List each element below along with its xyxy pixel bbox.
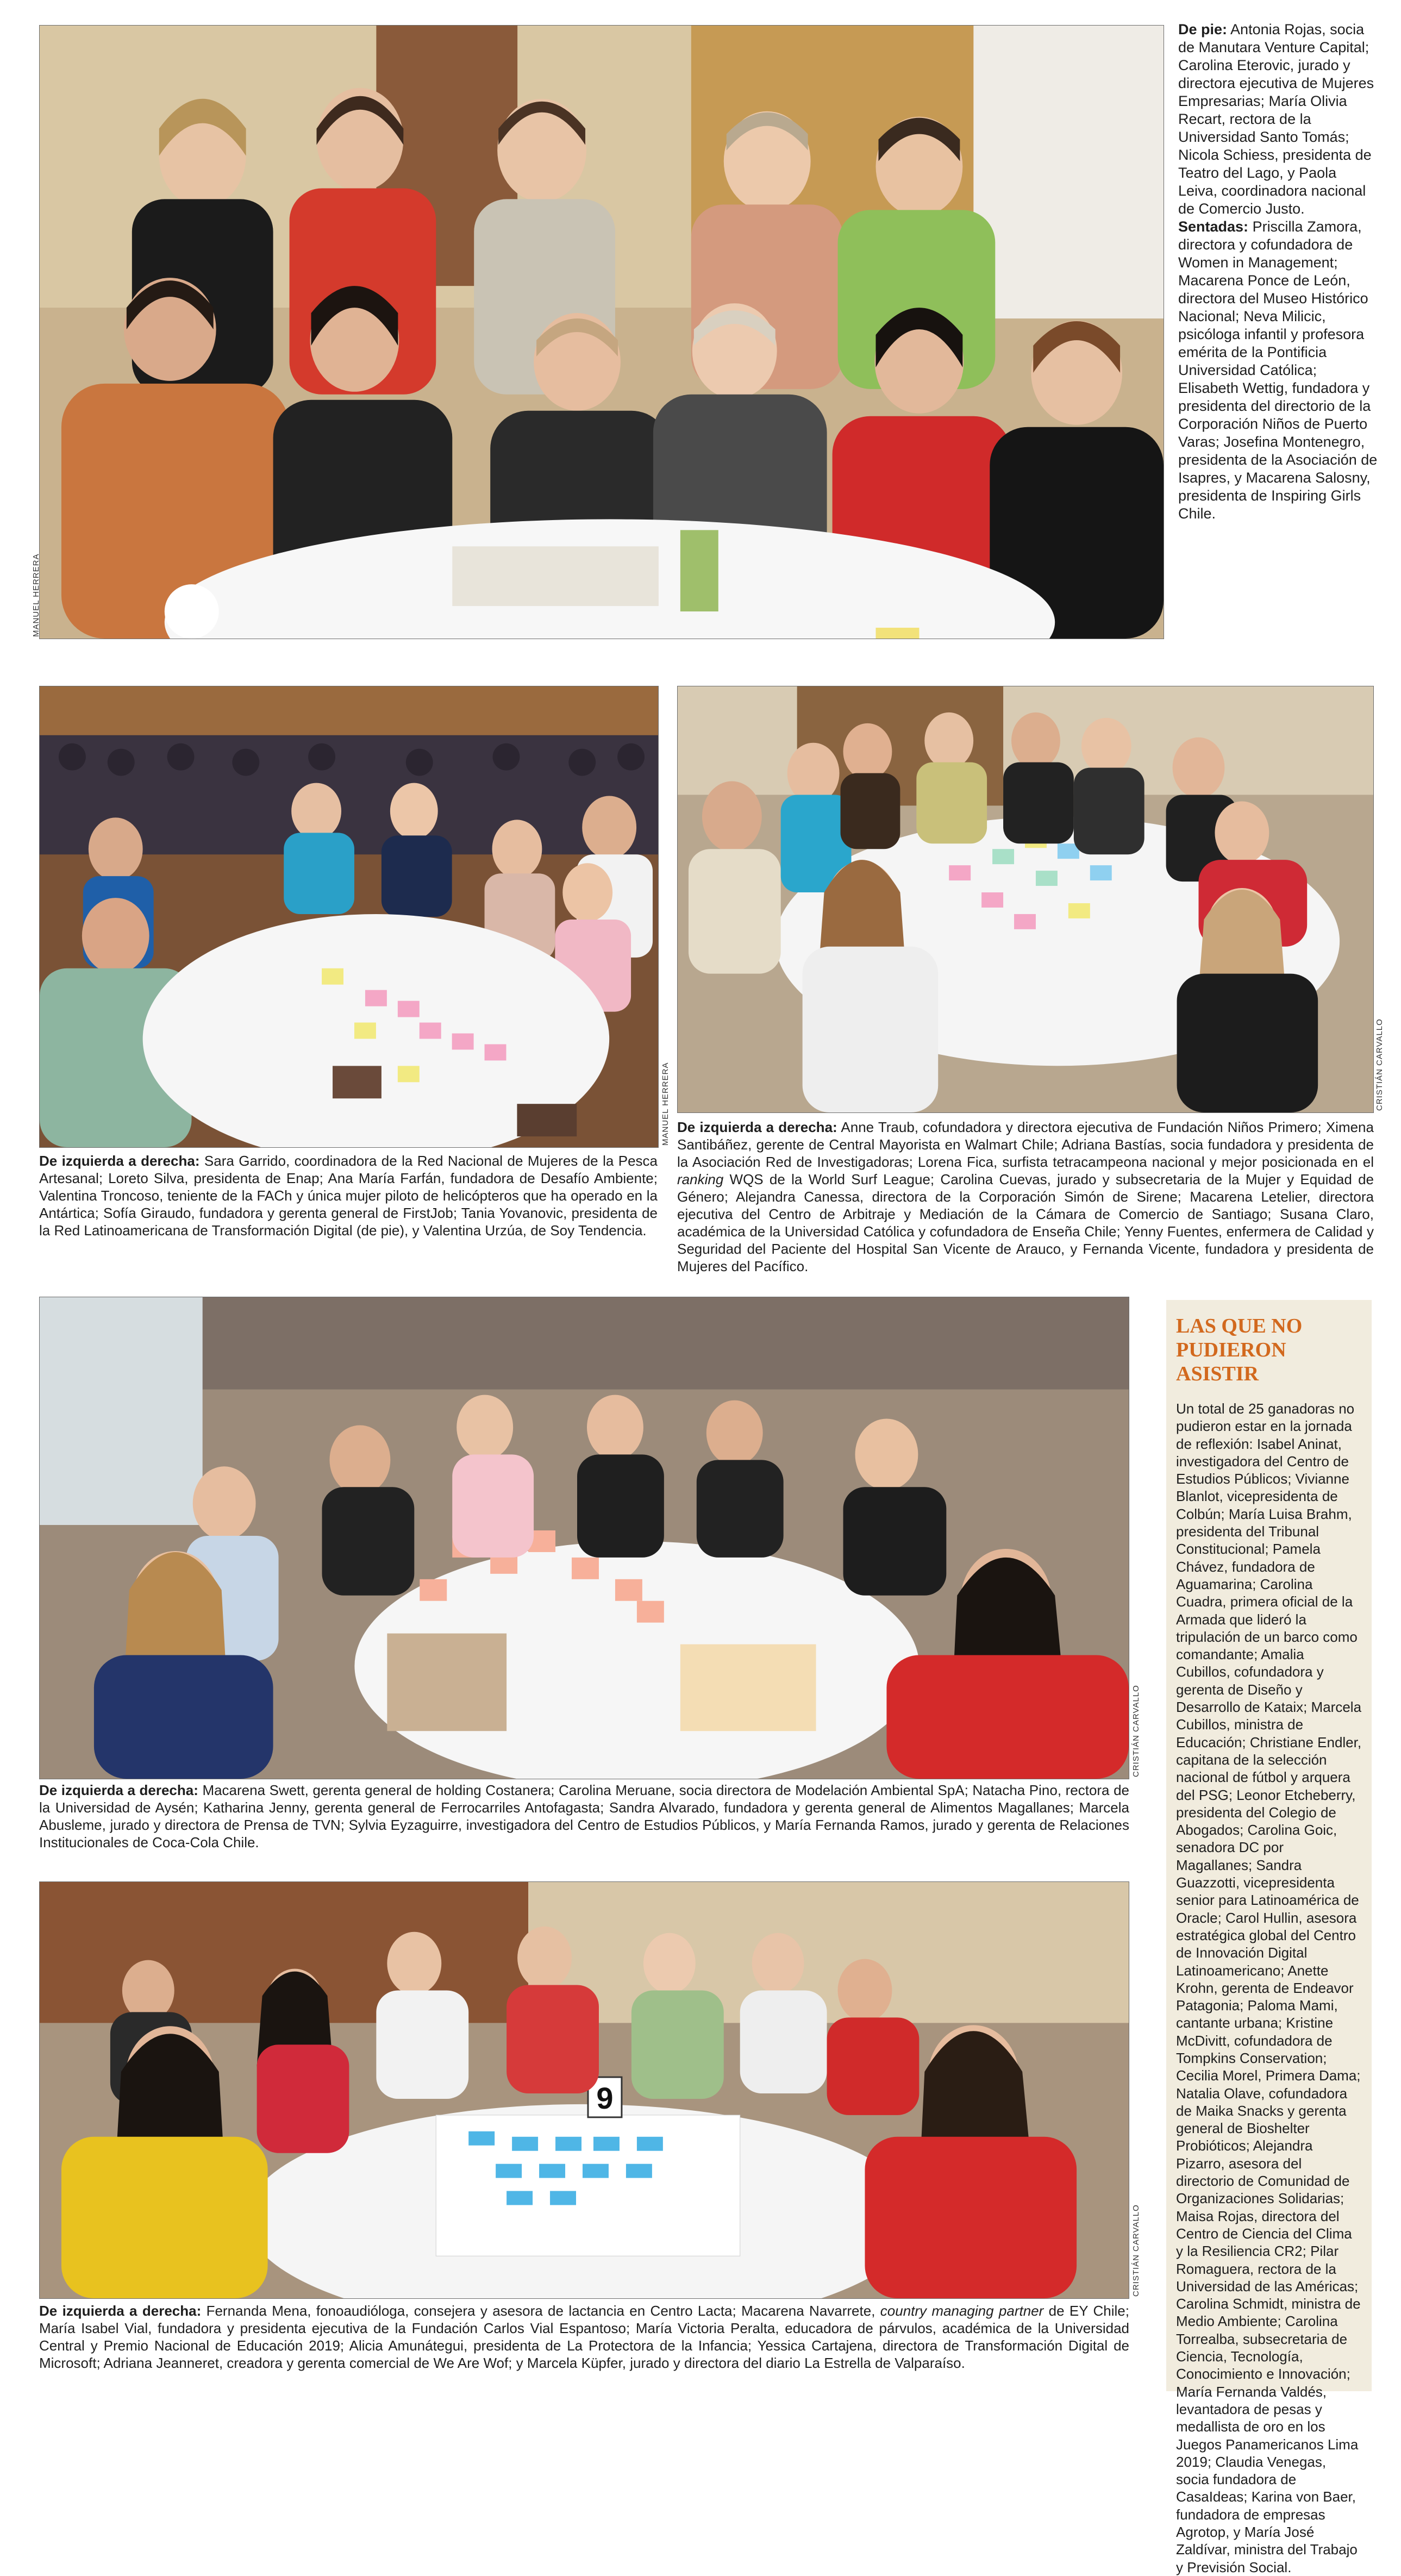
caption-middle-left-lead: De izquierda a derecha: xyxy=(39,1153,200,1169)
sidebar-text: Un total de 25 ganadoras no pudieron estar en la jornada de reflexión: Isabel Aninat, investigadora del Centro de Estudios Públicos; Vivianne Blanlot, vicepresidenta de Colbún; María Luisa Brahm, presidenta del Tribunal Constitucional; Pamela Chávez, fundadora de Aguamarina; Carolina Cuadra, primera oficial de la Armada que lideró la tripulación de un barco como comandante; Amalia Cubillos, cofundadora y gerenta de Diseño y Desarrollo de Kataix; Marcela Cubillos, ministra de Educación; Christiane Endler, capitana de la selección nacional de fútbol y arquera del PSG; Leonor Etcheberry, presidenta del Colegio de Abogados; Carolina Goic, senadora DC por Magallanes; Sandra Guazzotti, vicepresidenta senior para Latinoamérica de Oracle; Carol Hullin, asesora estratégica global del Centro de Innovación Digital Latinoamericano; Anette Krohn, gerenta de Endeavor Patagonia; Paloma Mami, cantante urbana; Kristine McDivitt, cofundadora de Tompkins Conservation; Cecilia Morel, Primera Dama; Natalia Olave, cofundadora de Maika Snacks y gerenta general de Bioshelter Probióticos; Alejandra Pizarro, asesora del directorio de Comunidad de Organizaciones Solidarias; Maisa Rojas, directora del Centro de Ciencia del Clima y la Resiliencia CR2; Pilar Romaguera, rectora de la Universidad de las Américas; Carolina Schmidt, ministra de Medio Ambiente; Carolina Torrealba, subsecretaria de Ciencia, Tecnología, Conocimiento e Innovación; María Fernanda Valdés, levantadora de pesas y medallista de oro en los Juegos Panamericanos Lima 2019; Claudia Venegas, socia fundadora de CasaIdeas; Karina von Baer, fundadora de empresas Agrotop, y María José Zaldívar, ministra del Trabajo y Previsión Social. xyxy=(1176,1400,1362,2575)
photo-credit-third: CRISTIÁN CARVALLO xyxy=(1131,1685,1141,1777)
caption-fourth xyxy=(39,2302,1129,2372)
photo-group-middle-right xyxy=(677,686,1374,1113)
caption-top-seated-label: Sentadas: xyxy=(1178,218,1249,235)
caption-top-photo xyxy=(1178,21,1378,523)
caption-third-text: Macarena Swett, gerenta general de holding Costanera; Carolina Meruane, socia directora de Modelación Ambiental SpA; Natacha Pino, rectora de la Universidad de Aysén; Katharina Jenny, gerenta general de Ferrocarriles Antofagasta; Sandra Alvarado, fundadora y gerenta general de Alimentos Magallanes; Marcela Abusleme, jurado y directora de Prensa de TVN; Sylvia Eyzaguirre, investigadora del Centro de Estudios Públicos, y María Fernanda Ramos, jurado y gerenta de Relaciones Institucionales de Coca-Cola Chile. xyxy=(39,1782,1129,1850)
sidebar-box xyxy=(1166,1300,1372,2575)
caption-top-lead: De pie: xyxy=(1178,21,1228,37)
caption-middle-right-part1: Anne Traub, cofundadora y directora ejecutiva de Fundación Niños Primero; Ximena Santibáñez, gerente de Central Mayorista en Walmart Chile; Adriana Bastías, socia fundadora y presidenta de la Asociación Red de Investigadoras; Lorena Fica, surfista tetracampeona nacional y mejor posicionada en el xyxy=(677,1119,1374,1170)
caption-fourth-part1: Fernanda Mena, fonoaudióloga, consejera y asesora de lactancia en Centro Lacta; Macarena Navarrete, xyxy=(206,2303,875,2319)
caption-middle-left-text: Sara Garrido, coordinadora de la Red Nacional de Mujeres de la Pesca Artesanal; Loreto Silva, presidenta de Enap; Ana María Farfán, fundadora de Desafío Ambiente; Valentina Troncoso, teniente de la FACh y única mujer piloto de helicópteros que ha operado en la Antártica; Sofía Giraudo, fundadora y gerenta general de FirstJob; Tania Yovanovic, presidenta de la Red Latinoamericana de Transformación Digital (de pie), y Valentina Urzúa, de Soy Tendencia. xyxy=(39,1153,658,1239)
caption-fourth-italic: country managing partner xyxy=(880,2303,1044,2319)
caption-middle-right-lead: De izquierda a derecha: xyxy=(677,1119,837,1135)
photo-group-third-image xyxy=(40,1297,1129,1779)
photo-credit-middle-right: CRISTIÁN CARVALLO xyxy=(1375,1018,1384,1111)
photo-group-top xyxy=(39,25,1164,639)
photo-credit-fourth: CRISTIÁN CARVALLO xyxy=(1131,2204,1141,2297)
caption-middle-right-italic: ranking xyxy=(677,1171,724,1187)
sidebar-title: LAS QUE NO PUDIERON ASISTIR xyxy=(1176,1315,1303,1385)
caption-middle-left xyxy=(39,1152,658,1239)
caption-fourth-part2: de EY Chile; María Isabel Vial, fundadora y presidenta ejecutiva de la Fundación Carlos Vial Espantoso; María Victoria Peralta, educadora de párvulos, académica de la Universidad Central y Premio Nacional de Educación 2019; Alicia Amunátegui, presidenta de La Protectora de la Infancia; Yessica Cartajena, directora de Transformación Digital de Microsoft; Adriana Jeanneret, creadora y gerenta comercial de We Are Wof; y Marcela Küpfer, jurado y directora del diario La Estrella de Valparaíso. xyxy=(39,2303,1129,2371)
caption-fourth-lead: De izquierda a derecha: xyxy=(39,2303,202,2319)
photo-group-middle-left-image xyxy=(40,686,658,1147)
caption-top-seated: Priscilla Zamora, directora y cofundadora de Women in Management; Macarena Ponce de León, directora del Museo Histórico Nacional; Neva Milicic, psicóloga infantil y profesora emérita de la Pontificia Universidad Católica; Elisabeth Wettig, fundadora y presidenta del directorio de la Corporación Niños de Puerto Varas; Josefina Montenegro, presidenta de la Asociación de Isapres, y Macarena Salosny, presidenta de Inspiring Girls Chile. xyxy=(1178,218,1378,522)
photo-group-third xyxy=(39,1297,1129,1779)
photo-group-top-image xyxy=(40,26,1164,639)
photo-credit-middle-left: MANUEL HERRERA xyxy=(661,1062,670,1146)
photo-group-middle-left xyxy=(39,686,659,1148)
photo-group-middle-right-image xyxy=(678,686,1373,1112)
caption-top-standing: Antonia Rojas, socia de Manutara Venture Capital; Carolina Eterovic, jurado y directora ejecutiva de Mujeres Empresarias; María Olivia Recart, rectora de la Universidad Santo Tomás; Nicola Schiess, presidenta de Teatro del Lago, y Paola Leiva, coordinadora nacional de Comercio Justo. xyxy=(1178,21,1374,217)
caption-third xyxy=(39,1781,1129,1851)
caption-third-lead: De izquierda a derecha: xyxy=(39,1782,198,1798)
photo-credit-top: MANUEL HERRERA xyxy=(32,553,41,637)
table-number-marker: 9 xyxy=(596,2080,614,2115)
caption-middle-right xyxy=(677,1118,1374,1275)
photo-group-fourth-image xyxy=(40,1882,1129,2298)
caption-middle-right-part2: WQS de la World Surf League; Carolina Cuevas, jurado y subsecretaria de la Mujer y Equidad de Género; Alejandra Canessa, directora de la Corporación Simón de Sirene; Macarena Letelier, directora ejecutiva del Centro de Arbitraje y Mediación de la Cámara de Comercio de Santiago; Susana Claro, académica de la Universidad Católica y cofundadora de Enseña Chile; Yenny Fuentes, enfermera de Calidad y Seguridad del Paciente del Hospital San Vicente de Arauco, y Fernanda Vicente, fundadora y presidenta de Mujeres del Pacífico. xyxy=(677,1171,1374,1274)
photo-group-fourth xyxy=(39,1881,1129,2299)
